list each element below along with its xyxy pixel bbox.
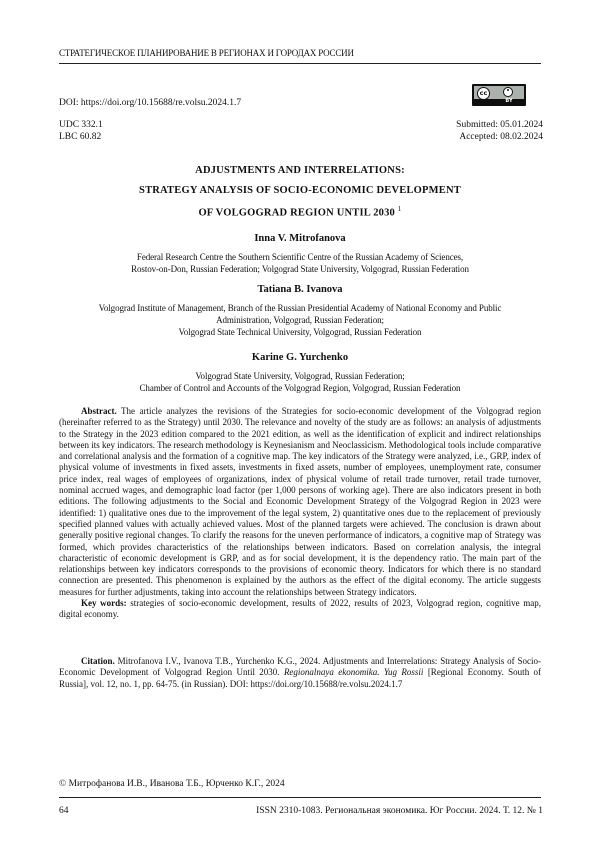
journal-footer: ISSN 2310-1083. Региональная экономика. Юг России. 2024. Т. 12. № 1 <box>256 806 543 816</box>
citation-label: Citation. <box>81 656 115 666</box>
title-line-3 <box>59 205 541 219</box>
accepted-date: Accepted: 08.02.2024 <box>459 132 543 142</box>
cc-logo-icon: cc <box>477 87 490 100</box>
header-rule <box>59 63 541 64</box>
page-number: 64 <box>59 806 69 816</box>
abstract-paragraph <box>59 406 541 598</box>
lbc-code: LBC 60.82 <box>59 132 102 142</box>
title-line-3-text: OF VOLGOGRAD REGION UNTIL 2030 <box>198 207 396 219</box>
by-label: BY <box>505 98 513 104</box>
author-name: Tatiana B. Ivanova <box>257 284 343 295</box>
keywords-text: strategies of socio-economic development, results of 2022, results of 2023, Volgograd region, cognitive map, digital economy. <box>59 598 542 620</box>
title-line-2: STRATEGY ANALYSIS OF SOCIO-ECONOMIC DEVELOPMENT <box>139 185 461 196</box>
keywords-paragraph <box>59 598 541 621</box>
citation-paragraph <box>59 656 541 690</box>
author-name: Karine G. Yurchenko <box>251 352 349 363</box>
cc-by-license-icon[interactable] <box>472 84 526 106</box>
author-affiliation: Volgograd Institute of Management, Branch of the Russian Presidential Academy of National Economy and Public <box>98 303 502 313</box>
author-name: Inna V. Mitrofanova <box>254 233 346 244</box>
author-affiliation: Federal Research Centre the Southern Scientific Centre of the Russian Academy of Sciences, <box>136 252 464 262</box>
running-head: СТРАТЕГИЧЕСКОЕ ПЛАНИРОВАНИЕ В РЕГИОНАХ И ГОРОДАХ РОССИИ <box>59 48 354 58</box>
author-affiliation: Chamber of Control and Accounts of the Volgograd Region, Volgograd, Russian Federation <box>139 383 461 393</box>
abstract-text: The article analyzes the revisions of the Strategies for socio-economic development of the Volgograd region (hereinafter referred to as the Strategy) until 2030. The relevance and novelty of the study are as follows: an analysis of adjustments to the Strategy in the 2023 edition compared to the 2021 edition, as well as the identification of explicit and indirect relationships between its key indicators. The research methodology is Keynesianism and Neoclassicism. Methodological tools include comparative and correlational analysis and the formation of a cognitive map. The key indicators of the Strategy were analyzed, i.e., GRP, index of physical volume of investments in fixed assets, investments in fixed assets, number of employees, unemployment rate, consumer price index, real wages of employees of organizations, index of physical volume of retail trade turnover, retail trade turnover, nominal accrued wages, and demographic load factor (per 1,000 persons of working age). There are also indicators present in both editions. The following adjustments to the Social and Economic Development Strategy of the Volgograd Region in 2023 were identified: 1) qualitative ones due to the improvement of the legal system, 2) quantitative ones due to the replacement of previously specified planned values with actually achieved values. Most of the planned targets were achieved. The conclusion is drawn about generally positive regional changes. To clarify the reasons for the uneven performance of indicators, a cognitive map of Strategy was formed, which provides characteristics of the relationships between indicators. Based on correlation analysis, the integral characteristic of economic development is GRP, and as for social development, it is the dependency ratio. The main part of the relationships between key indicators corresponds to the provisions of economic theory. Indicators for which there is no standard connection are presented. This phenomenon is explained by the authors as the effect of the digital economy. The article suggests measures for further adjustments, taking into account the relationships between Strategy indicators. <box>59 406 541 597</box>
author-affiliation: Rostov-on-Don, Russian Federation; Volgograd State University, Volgograd, Russian Federation <box>131 264 469 274</box>
author-affiliation: Volgograd State University, Volgograd, Russian Federation; <box>195 371 405 381</box>
author-affiliation: Volgograd State Technical University, Volgograd, Russian Federation <box>178 327 422 337</box>
citation-text: Mitrofanova I.V., Ivanova T.B., Yurchenko K.G., 2024. Adjustments and Interrelations: Strategy Analysis of Socio-Economic Development of Volgograd Region Until 2030. <box>59 656 541 678</box>
copyright-notice: © Митрофанова И.В., Иванова Т.Б., Юрченко К.Г., 2024 <box>59 779 285 789</box>
citation-journal: Regionalnaya ekonomika. Yug Rossii <box>283 667 424 678</box>
attribution-person-icon <box>503 87 513 97</box>
footer-rule <box>59 797 541 798</box>
title-line-1: ADJUSTMENTS AND INTERRELATIONS: <box>195 165 405 176</box>
title-footnote-mark[interactable]: 1 <box>397 205 402 213</box>
udc-code: UDC 332.1 <box>59 120 103 130</box>
abstract-block <box>59 406 541 621</box>
keywords-label: Key words: <box>81 598 127 609</box>
doi-line[interactable]: DOI: https://doi.org/10.15688/re.volsu.2024.1.7 <box>59 98 242 108</box>
abstract-label: Abstract. <box>81 406 117 416</box>
author-affiliation: Administration, Volgograd, Russian Federation; <box>216 315 384 325</box>
submitted-date: Submitted: 05.01.2024 <box>456 120 543 130</box>
citation-text-end: [Regional Economy. South of Russia], vol. 12, no. 1, pp. 64-75. (in Russian). DOI: https://doi.org/10.15688/re.volsu.2024.1.7 <box>59 667 542 689</box>
